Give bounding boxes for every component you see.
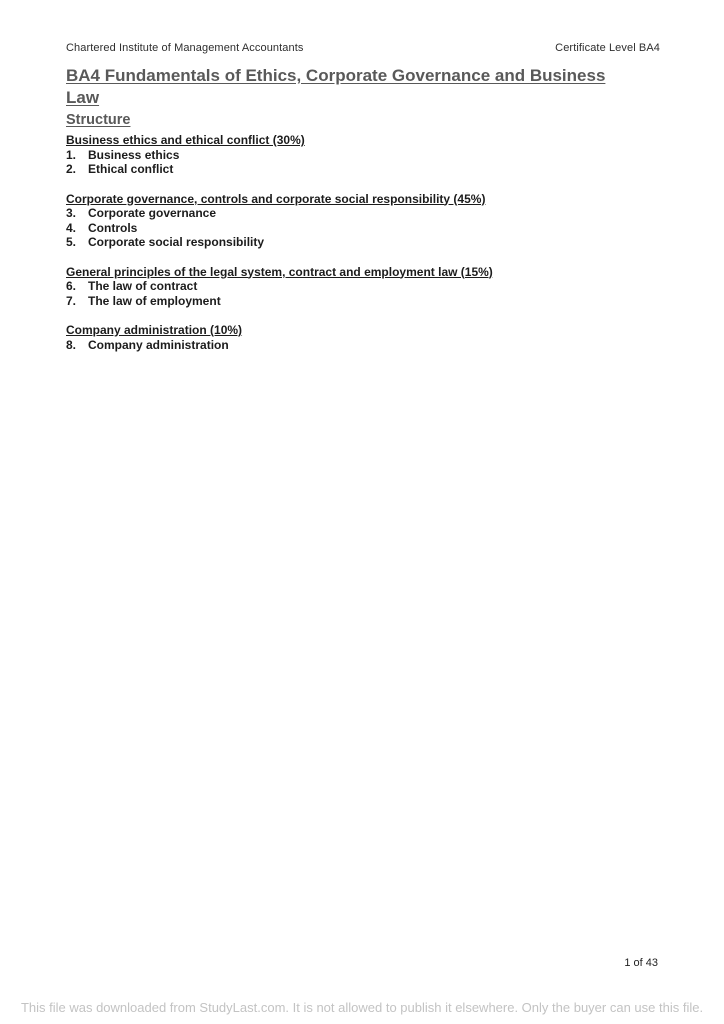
list-item-number: 3.	[66, 206, 77, 220]
header-certificate-level: Certificate Level BA4	[555, 42, 660, 54]
list-item-number: 1.	[66, 147, 77, 162]
list-item	[66, 206, 660, 221]
syllabus-sections	[66, 133, 660, 352]
list-item	[66, 338, 660, 353]
list-item-number: 2.	[66, 162, 77, 176]
list-item-label: The law of contract	[88, 279, 198, 293]
watermark-text: This file was downloaded from StudyLast.com. It is not allowed to publish it elsewhere. Only the buyer can use this file.	[20, 1000, 704, 1015]
list-item-label: Company administration	[88, 337, 229, 352]
list-item	[66, 221, 660, 236]
list-item-number: 4.	[66, 220, 77, 235]
page-content	[66, 42, 660, 367]
list-item	[66, 162, 660, 177]
section-legal-system	[66, 265, 660, 309]
list-item-label: Ethical conflict	[88, 162, 174, 176]
list-item-label: The law of employment	[88, 293, 221, 308]
section-corporate-governance	[66, 192, 660, 250]
list-item	[66, 279, 660, 294]
section-heading: Company administration (10%)	[66, 323, 243, 337]
list-item-number: 5.	[66, 235, 77, 249]
section-business-ethics	[66, 133, 660, 177]
document-subtitle: Structure	[66, 112, 131, 128]
list-item-label: Controls	[88, 220, 138, 235]
list-item-label: Corporate social responsibility	[88, 235, 265, 249]
list-item-label: Business ethics	[88, 147, 180, 162]
section-heading: Corporate governance, controls and corporate social responsibility (45%)	[66, 191, 486, 206]
section-company-administration	[66, 323, 660, 352]
list-item-number: 6.	[66, 279, 77, 293]
list-item	[66, 148, 660, 163]
list-item-number: 8.	[66, 337, 77, 352]
header-organization: Chartered Institute of Management Accountants	[66, 42, 304, 54]
section-heading: General principles of the legal system, contract and employment law (15%)	[66, 264, 493, 279]
page-number: 1 of 43	[624, 957, 658, 969]
list-item	[66, 294, 660, 309]
list-item-number: 7.	[66, 293, 77, 308]
section-heading: Business ethics and ethical conflict (30%)	[66, 133, 305, 147]
document-title: BA4 Fundamentals of Ethics, Corporate Governance and Business Law	[66, 66, 606, 107]
list-item-label: Corporate governance	[88, 206, 217, 220]
page-header	[66, 42, 660, 54]
list-item	[66, 235, 660, 250]
